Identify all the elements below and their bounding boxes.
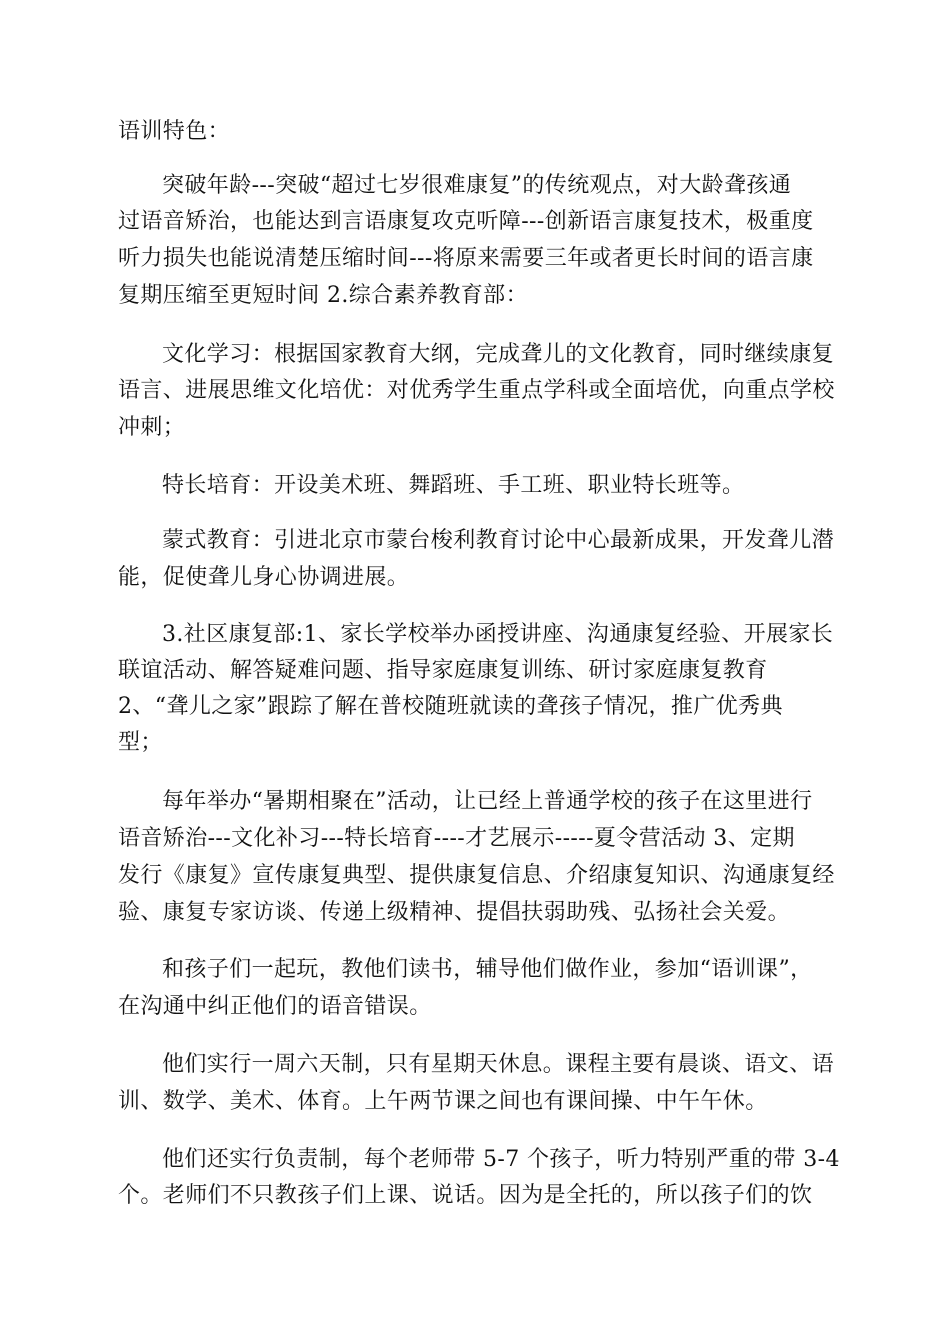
text-line: 联谊活动、解答疑难问题、指导家庭康复训练、研讨家庭康复教育 [118, 658, 768, 683]
text-line: 听力损失也能说清楚压缩时间---将原来需要三年或者更长时间的语言康 [118, 246, 814, 271]
text-line: 个。老师们不只教孩子们上课、说话。因为是全托的，所以孩子们的饮 [118, 1183, 813, 1208]
text-line: 特长培育：开设美术班、舞蹈班、手工班、职业特长班等。 [162, 473, 745, 498]
text-line: 复期压缩至更短时间 2.综合素养教育部： [118, 283, 528, 308]
text-line: 蒙式教育：引进北京市蒙台梭利教育讨论中心最新成果，开发聋儿潜 [162, 528, 835, 553]
text-line: 过语音矫治，也能达到言语康复攻克听障---创新语言康复技术，极重度 [118, 209, 814, 234]
text-line: 3.社区康复部:1、家长学校举办函授讲座、沟通康复经验、开展家长 [162, 622, 834, 647]
text-line: 他们还实行负责制，每个老师带 5-7 个孩子，听力特别严重的带 3-4 [162, 1147, 840, 1172]
text-line: 他们实行一周六天制，只有星期天休息。课程主要有晨谈、语文、语 [162, 1052, 835, 1077]
text-line: 在沟通中纠正他们的语音错误。 [118, 994, 432, 1019]
text-line: 能，促使聋儿身心协调进展。 [118, 565, 410, 590]
text-line: 突破年龄---突破“超过七岁很难康复”的传统观点，对大龄聋孩通 [162, 173, 792, 198]
text-line: 语训特色： [118, 119, 231, 144]
text-line: 冲刺； [118, 415, 186, 440]
text-line: 验、康复专家访谈、传递上级精神、提倡扶弱助残、弘扬社会关爱。 [118, 900, 791, 925]
text-line: 训、数学、美术、体育。上午两节课之间也有课间操、中午午休。 [118, 1089, 768, 1114]
text-line: 2、“聋儿之家”跟踪了解在普校随班就读的聋孩子情况，推广优秀典 [118, 694, 783, 719]
text-line: 语言、进展思维文化培优：对优秀学生重点学科或全面培优，向重点学校 [118, 378, 835, 403]
text-line: 语音矫治---文化补习---特长培育----才艺展示-----夏令营活动 3、定期 [118, 826, 795, 851]
text-line: 和孩子们一起玩，教他们读书，辅导他们做作业，参加“语训课”， [162, 957, 813, 982]
text-line: 文化学习：根据国家教育大纲，完成聋儿的文化教育，同时继续康复 [162, 342, 835, 367]
text-line: 型； [118, 730, 163, 755]
text-line: 每年举办“暑期相聚在”活动，让已经上普通学校的孩子在这里进行 [162, 789, 813, 814]
text-line: 发行《康复》宣传康复典型、提供康复信息、介绍康复知识、沟通康复经 [118, 863, 835, 888]
